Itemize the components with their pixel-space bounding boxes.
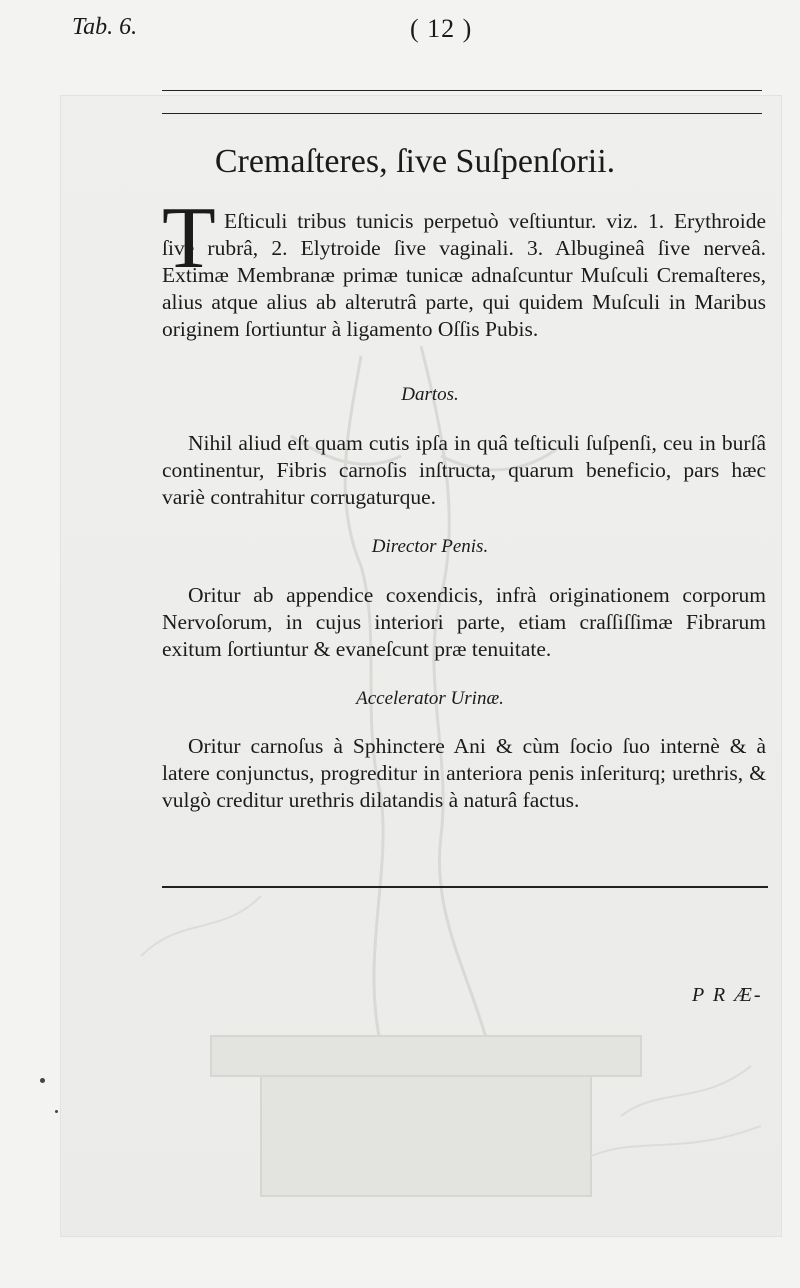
footer-rule [162, 886, 768, 888]
intro-paragraph: Eſticuli tribus tunicis perpetuò veſtiuntur. viz. 1. Erythroide ſive rubrâ, 2. Elytroide ſive vaginali. 3. Albugineâ ſive nerveâ. Extimæ Membranæ primæ tunicæ adnaſcuntur Muſculi Cremaſteres, alius atque alius ab alterutrâ parte, qui quidem Muſculi in Maribus originem ſortiuntur à ligamento Oſſis Pubis. [162, 209, 766, 341]
page-number: ( 12 ) [410, 14, 473, 43]
header-rule-bottom [162, 113, 762, 114]
dartos-heading: Dartos. [401, 384, 459, 405]
plate-label: Tab. 6. [72, 14, 138, 40]
director-heading: Director Penis. [371, 536, 489, 557]
drop-cap: T [162, 190, 216, 287]
catchword: P R Æ- [692, 984, 763, 1006]
header-rule-top [162, 90, 762, 91]
margin-dot-mark [40, 1078, 45, 1083]
section-title: Cremaſteres, ſive Suſpenſorii. [214, 143, 616, 180]
dartos-paragraph: Nihil aliud eſt quam cutis ipſa in quâ teſticuli ſuſpenſi, ceu in burſâ continentur, Fibris carnoſis inſtructa, quarum beneficio, pars hæc variè contrahitur corrugaturque. [162, 431, 766, 509]
accelerator-heading: Accelerator Urinæ. [356, 688, 504, 709]
margin-dot-mark [55, 1110, 58, 1113]
director-paragraph: Oritur ab appendice coxendicis, infrà originationem corporum Nervoſorum, in cujus interiori parte, etiam craſſiſſimæ Fibrarum exitum ſortiuntur & evaneſcunt præ tenuitate. [162, 583, 766, 661]
accelerator-paragraph: Oritur carnoſus à Sphinctere Ani & cùm ſocio ſuo internè & à latere conjunctus, progreditur in anteriora penis inſeriturq; urethris, & vulgò creditur urethris dilatandis à naturâ factus. [162, 734, 766, 812]
